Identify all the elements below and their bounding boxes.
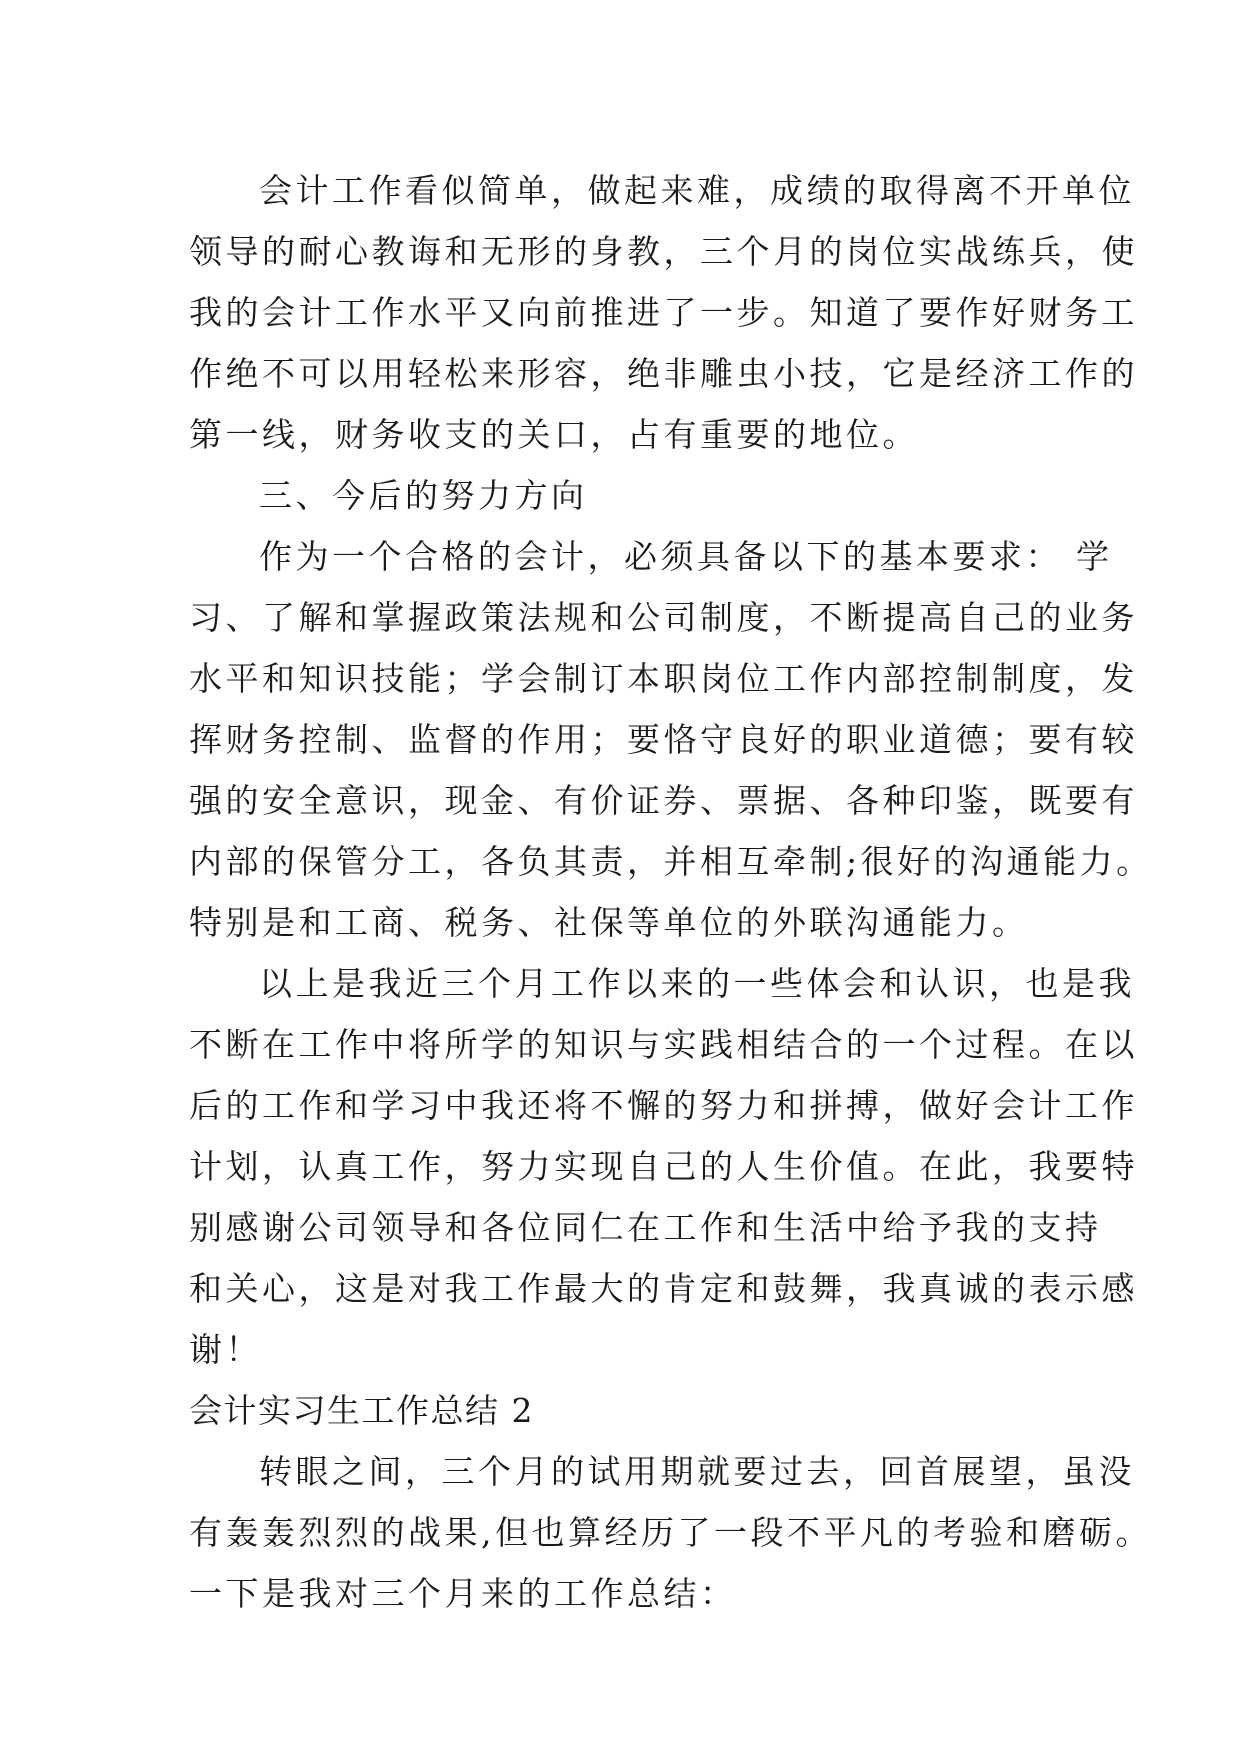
text-line: 作为一个合格的会计，必须具备以下的基本要求： 学 (259, 537, 1113, 576)
text-line: 领导的耐心教诲和无形的身教，三个月的岗位实战练兵，使 (189, 232, 1138, 271)
text-line: 第一线，财务收支的关口，占有重要的地位。 (189, 415, 919, 454)
text-line: 转眼之间，三个月的试用期就要过去，回首展望，虽没 (259, 1452, 1135, 1491)
text-line: 挥财务控制、监督的作用；要恪守良好的职业道德；要有较 (189, 720, 1138, 759)
text-line: 谢！ (189, 1330, 262, 1369)
text-line: 作绝不可以用轻松来形容，绝非雕虫小技，它是经济工作的 (189, 354, 1138, 393)
text-line: 强的安全意识，现金、有价证券、票据、各种印鉴，既要有 (189, 781, 1138, 820)
text-line: 三、今后的努力方向 (259, 476, 588, 515)
text-line: 不断在工作中将所学的知识与实践相结合的一个过程。在以 (189, 1025, 1138, 1064)
document-body (189, 160, 1153, 1624)
text-line: 后的工作和学习中我还将不懈的努力和拼搏，做好会计工作 (189, 1086, 1138, 1125)
text-line: 会计工作看似简单，做起来难，成绩的取得离不开单位 (259, 171, 1135, 210)
text-line: 内部的保管分工，各负其责，并相互牵制;很好的沟通能力。 (189, 842, 1153, 881)
section-heading: 会计实习生工作总结 2 (189, 1391, 534, 1430)
text-line: 和关心，这是对我工作最大的肯定和鼓舞，我真诚的表示感 (189, 1269, 1138, 1308)
text-line: 有轰轰烈烈的战果,但也算经历了一段不平凡的考验和磨砺。 (189, 1513, 1152, 1552)
text-line: 计划，认真工作，努力实现自己的人生价值。在此，我要特 (189, 1147, 1138, 1186)
text-line: 别感谢公司领导和各位同仁在工作和生活中给予我的支持 (189, 1208, 1102, 1247)
text-line: 习、了解和掌握政策法规和公司制度，不断提高自己的业务 (189, 598, 1138, 637)
text-line: 一下是我对三个月来的工作总结： (189, 1574, 737, 1613)
text-line: 特别是和工商、税务、社保等单位的外联沟通能力。 (189, 903, 1029, 942)
text-line: 以上是我近三个月工作以来的一些体会和认识，也是我 (259, 964, 1135, 1003)
text-line: 水平和知识技能；学会制订本职岗位工作内部控制制度，发 (189, 659, 1138, 698)
text-line: 我的会计工作水平又向前推进了一步。知道了要作好财务工 (189, 293, 1138, 332)
